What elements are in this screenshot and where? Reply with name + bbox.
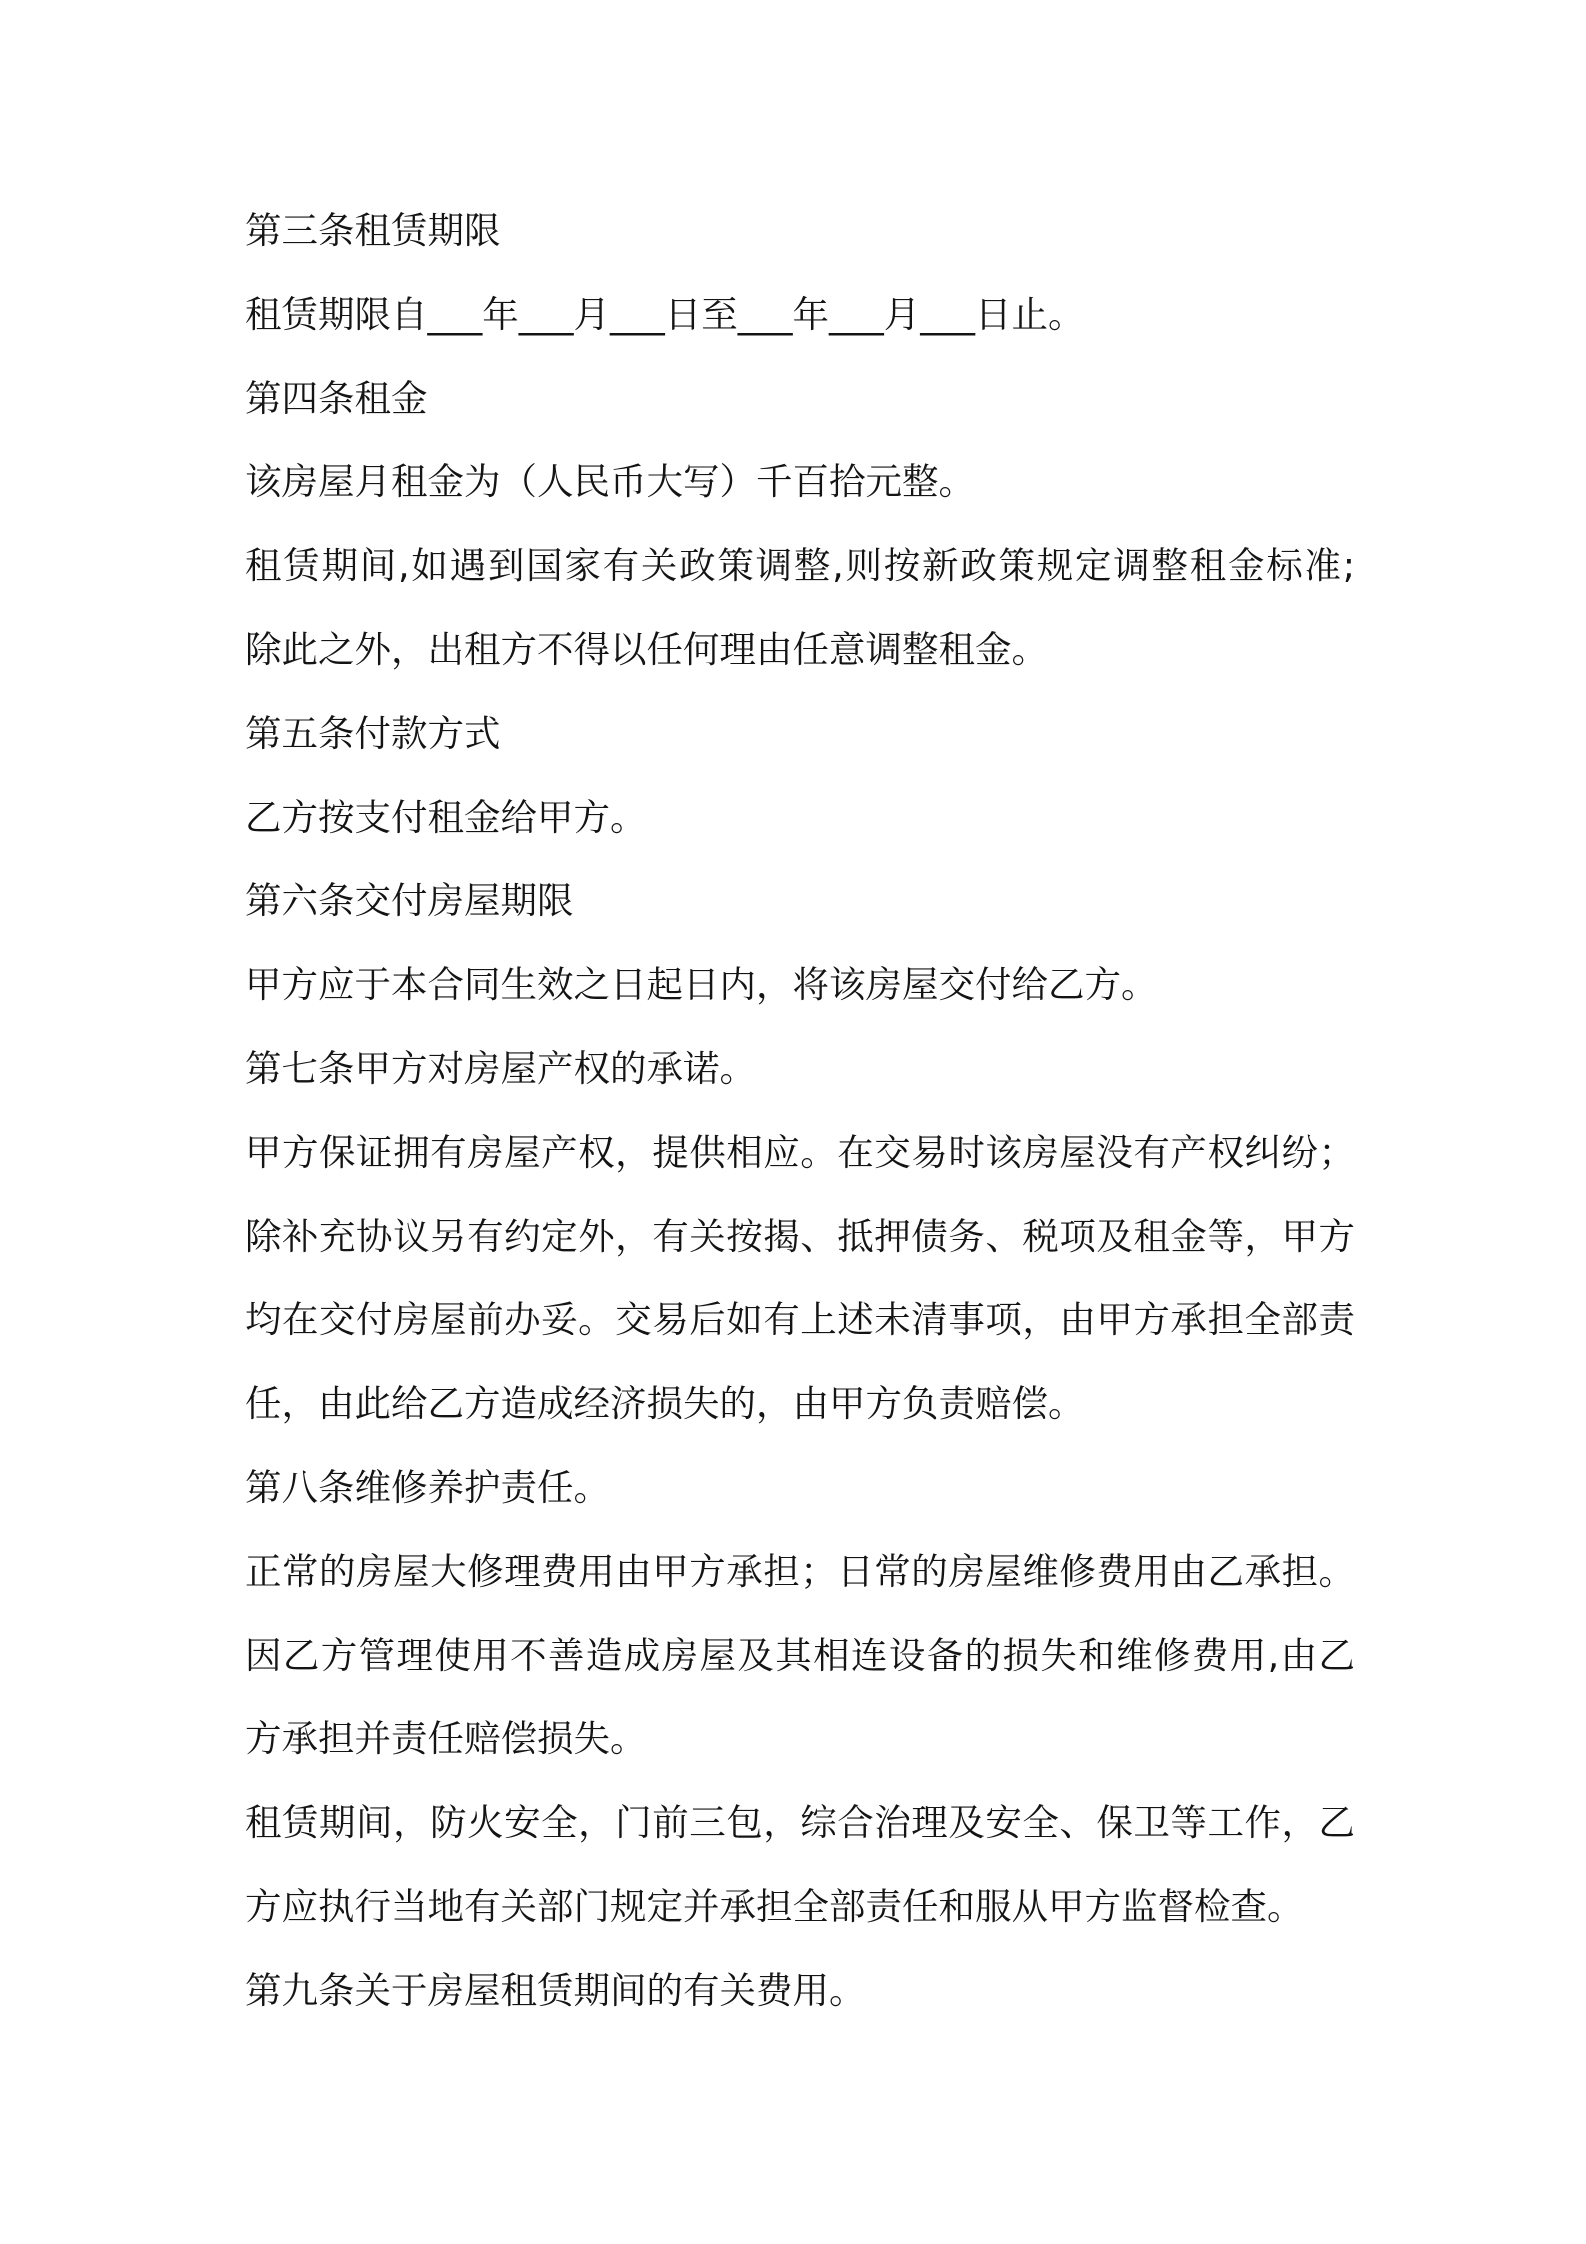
article-4-line-3: 除此之外，出租方不得以任何理由任意调整租金。	[245, 627, 1048, 671]
article-7-line-2: 除补充协议另有约定外，有关按揭、抵押债务、税项及租金等，甲方	[245, 1214, 1355, 1258]
article-9	[245, 1949, 1355, 2033]
article-4	[245, 357, 1355, 692]
article-7-line-3: 均在交付房屋前办妥。交易后如有上述未清事项，由甲方承担全部责	[245, 1298, 1355, 1342]
article-6	[245, 859, 1355, 1027]
article-5	[245, 692, 1355, 860]
article-4-heading: 第四条租金	[245, 376, 428, 420]
article-8-line-1: 正常的房屋大修理费用由甲方承担；日常的房屋维修费用由乙承担。	[245, 1549, 1355, 1593]
contract-text	[245, 189, 1355, 2033]
article-3-heading: 第三条租赁期限	[245, 209, 501, 252]
article-8-line-5: 方应执行当地有关部门规定并承担全部责任和服从甲方监督检查。	[245, 1884, 1304, 1928]
article-8-heading: 第八条维修养护责任。	[245, 1465, 610, 1509]
article-4-line-2: 租赁期间,如遇到国家有关政策调整,则按新政策规定调整租金标准;	[245, 544, 1355, 588]
article-3	[245, 189, 1355, 357]
article-8-line-2: 因乙方管理使用不善造成房屋及其相连设备的损失和维修费用,由乙	[245, 1633, 1355, 1677]
article-6-heading: 第六条交付房屋期限	[245, 879, 574, 923]
article-7-line-4: 任，由此给乙方造成经济损失的，由甲方负责赔偿。	[245, 1382, 1085, 1426]
article-8-line-4: 租赁期间，防火安全，门前三包，综合治理及安全、保卫等工作，乙	[245, 1801, 1355, 1845]
article-7	[245, 1027, 1355, 1446]
article-4-line-1: 该房屋月租金为（人民币大写）千百拾元整。	[245, 460, 975, 504]
article-7-heading: 第七条甲方对房屋产权的承诺。	[245, 1046, 756, 1090]
article-6-line-1: 甲方应于本合同生效之日起日内，将该房屋交付给乙方。	[245, 963, 1158, 1007]
article-5-line-1: 乙方按支付租金给甲方。	[245, 795, 647, 839]
article-3-line-1: 租赁期限自___年___月___日至___年___月___日止。	[245, 292, 1085, 336]
article-8-line-3: 方承担并责任赔偿损失。	[245, 1717, 647, 1761]
article-5-heading: 第五条付款方式	[245, 711, 501, 755]
article-8	[245, 1446, 1355, 1949]
article-9-heading: 第九条关于房屋租赁期间的有关费用。	[245, 1968, 866, 2012]
article-7-line-1: 甲方保证拥有房屋产权，提供相应。在交易时该房屋没有产权纠纷；	[245, 1130, 1355, 1174]
